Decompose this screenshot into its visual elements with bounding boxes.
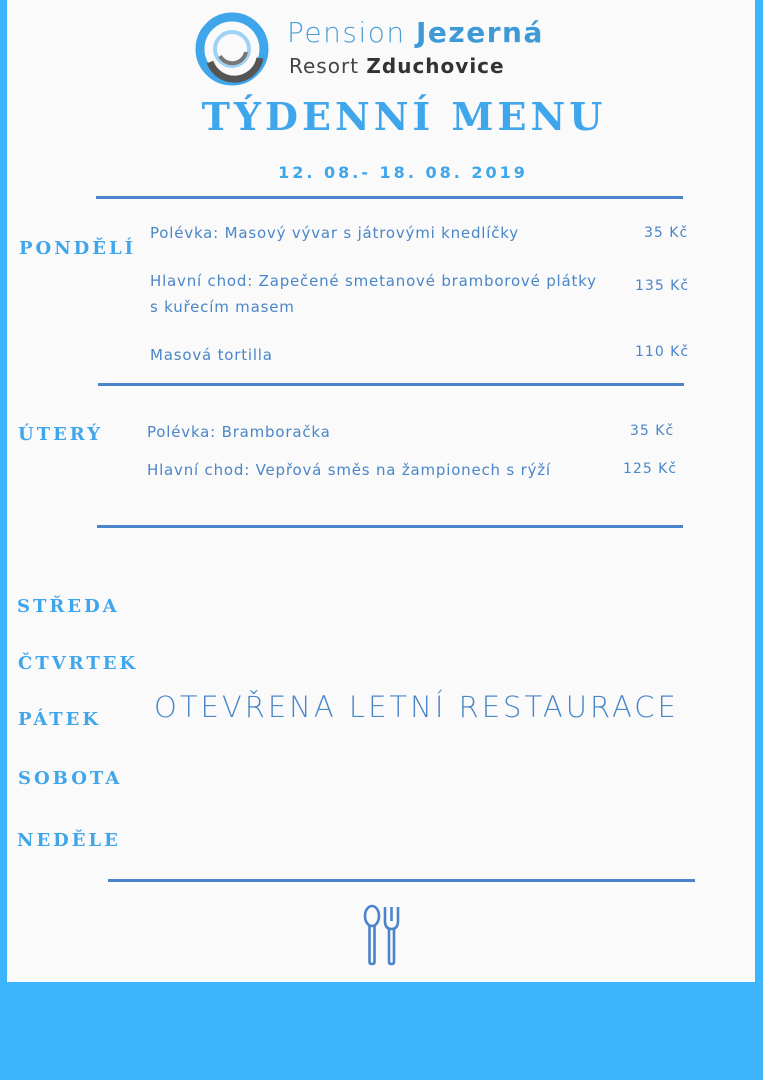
- day-tuesday: ÚTERÝ: [18, 424, 104, 445]
- pension-logo: [194, 12, 584, 86]
- day-friday: PÁTEK: [18, 709, 101, 730]
- menu-item-text: Polévka: Bramboračka: [147, 423, 331, 441]
- divider: [96, 196, 683, 199]
- menu-sheet: [7, 0, 755, 982]
- day-wednesday: STŘEDA: [17, 596, 120, 617]
- menu-item-price: 125 Kč: [623, 461, 678, 477]
- menu-item-text: Hlavní chod: Zapečené smetanové bramborové plátky: [150, 272, 597, 290]
- menu-title: TÝDENNÍ MENU: [201, 94, 607, 139]
- logo-title: [287, 16, 544, 49]
- menu-item-price: 35 Kč: [644, 225, 689, 241]
- logo-name-bold: Jezerná: [416, 16, 544, 49]
- day-sunday: NEDĚLE: [17, 830, 121, 851]
- logo-sub-light: Resort: [289, 54, 360, 78]
- divider: [98, 383, 684, 386]
- menu-item-monday-main: [150, 268, 620, 320]
- day-saturday: SOBOTA: [18, 768, 123, 789]
- day-monday: PONDĚLÍ: [19, 238, 137, 259]
- menu-item-monday-soup: [150, 220, 620, 246]
- menu-item-tuesday-main: [147, 457, 617, 483]
- logo-name-light: Pension: [287, 16, 406, 49]
- logo-subtitle: [289, 54, 505, 78]
- divider: [97, 525, 683, 528]
- menu-item-price: 110 Kč: [635, 344, 690, 360]
- menu-item-text: Hlavní chod: Vepřová směs na žampionech s rýží: [147, 461, 551, 479]
- menu-item-monday-extra: [150, 342, 620, 368]
- summer-restaurant-notice: OTEVŘENA LETNÍ RESTAURACE: [154, 690, 679, 724]
- swirl-logo-icon: [194, 12, 274, 86]
- menu-dates: 12. 08.- 18. 08. 2019: [278, 163, 528, 182]
- logo-sub-bold: Zduchovice: [366, 54, 505, 78]
- day-thursday: ČTVRTEK: [18, 653, 139, 674]
- cutlery-icon: [363, 903, 403, 967]
- menu-item-text: Masová tortilla: [150, 346, 273, 364]
- menu-item-price: 135 Kč: [635, 278, 690, 294]
- menu-item-tuesday-soup: [147, 419, 617, 445]
- menu-item-text: Polévka: Masový vývar s játrovými knedlíčky: [150, 224, 519, 242]
- divider: [108, 879, 695, 882]
- menu-item-text-line2: s kuřecím masem: [150, 298, 295, 316]
- menu-item-price: 35 Kč: [630, 423, 675, 439]
